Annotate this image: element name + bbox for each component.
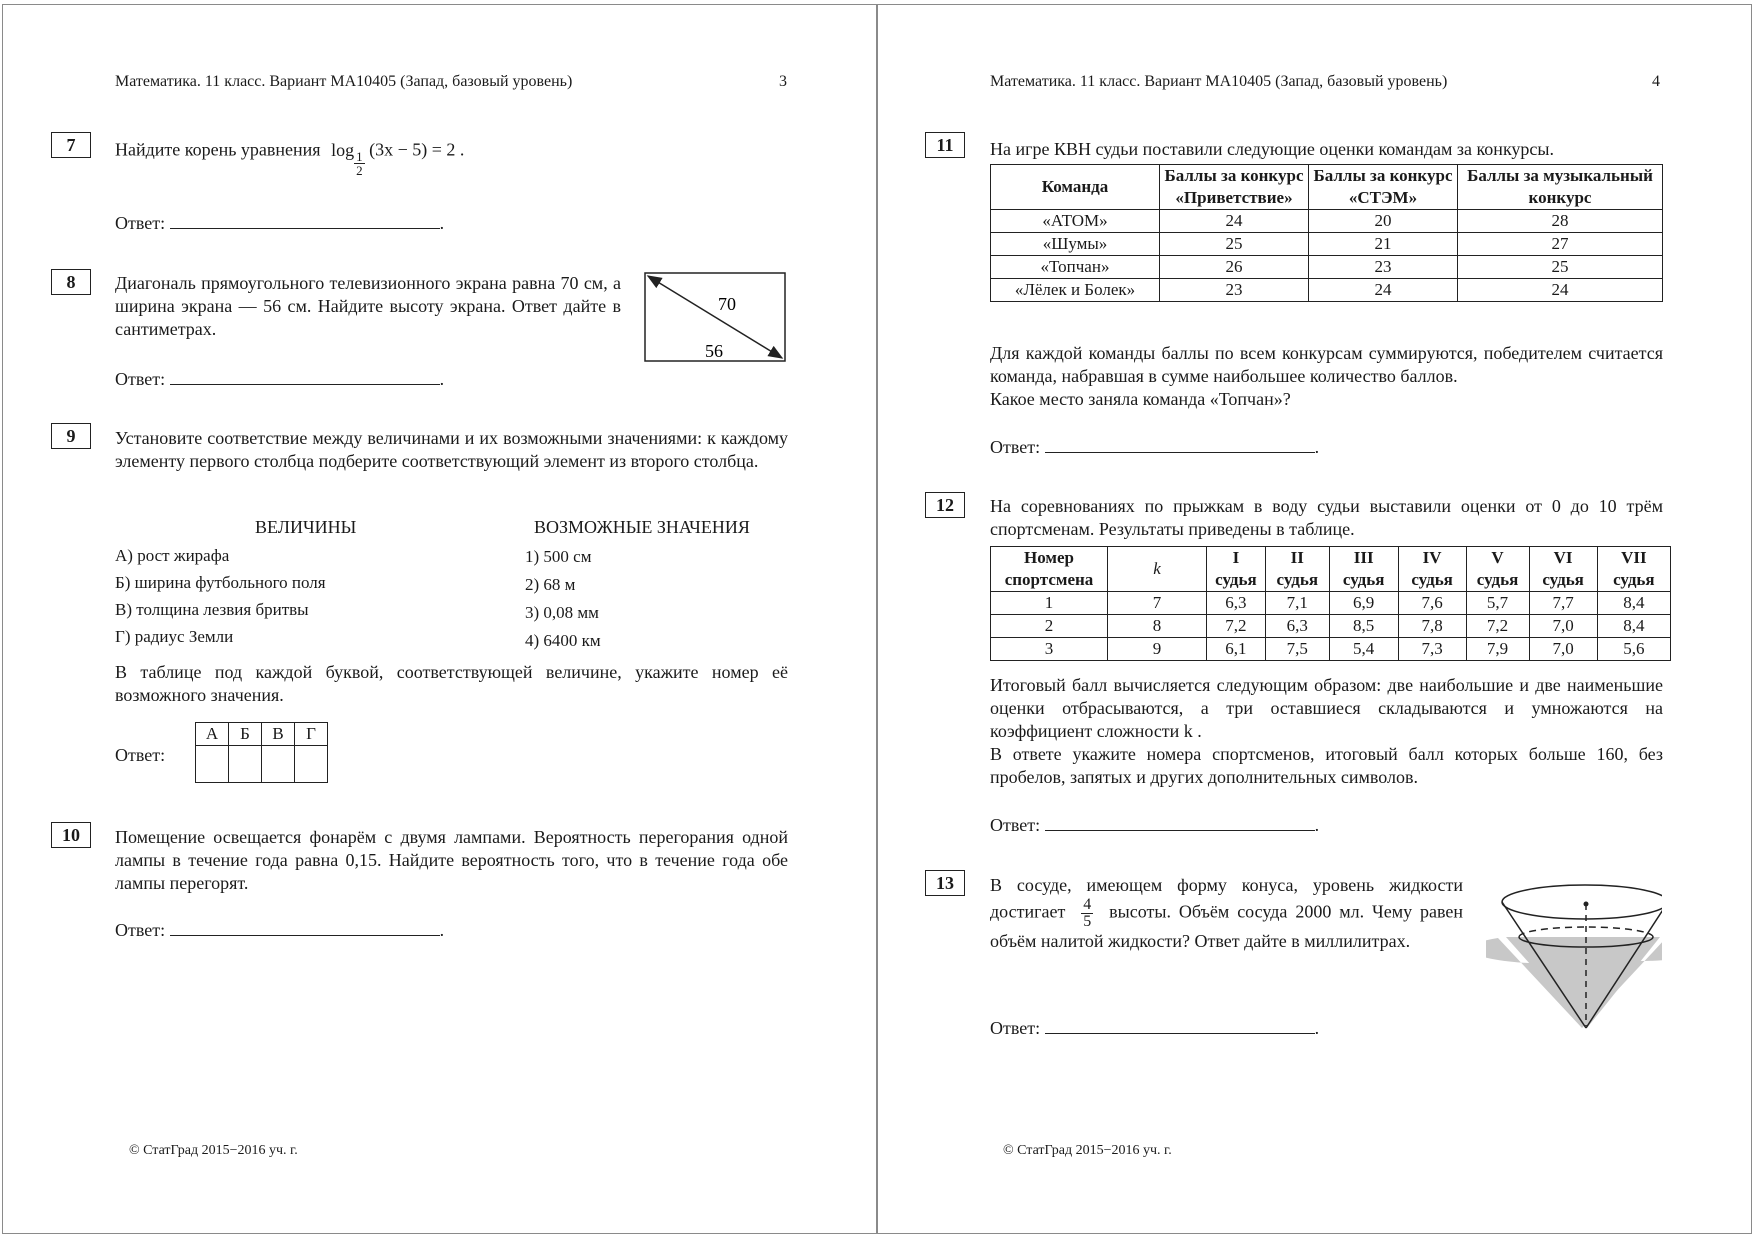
table-cell: 7,1 (1265, 592, 1329, 615)
fraction-denominator: 5 (1083, 913, 1092, 930)
table-row (991, 233, 1663, 256)
cone-center-point (1584, 902, 1589, 907)
fraction (1081, 897, 1093, 930)
table-cell: 7,9 (1466, 638, 1529, 661)
table-header: Баллы за конкурс «СТЭМ» (1309, 165, 1458, 210)
question-12-after-text: Итоговый балл вычисляется следующим образом: две наибольшие и две наименьшие оценки отбрасываются, а три оставшиеся складываются и умножаются на коэффициент сложности k . (990, 675, 1663, 741)
answer-cell[interactable] (229, 746, 262, 783)
question-7-prompt: Найдите корень уравнения (115, 139, 321, 160)
table-header-row (991, 547, 1671, 592)
table-cell: «Топчан» (991, 256, 1160, 279)
log-base-denominator: 2 (356, 163, 363, 178)
answer-10: Ответ: . (115, 920, 445, 940)
answer-line[interactable] (170, 370, 440, 385)
table-cell: 8,5 (1329, 615, 1398, 638)
table-cell: 6,1 (1207, 638, 1266, 661)
answer-label: Ответ: (115, 213, 166, 233)
page-footer: © СтатГрад 2015−2016 уч. г. (129, 1143, 298, 1158)
table-cell: 8,4 (1597, 615, 1670, 638)
table-cell: 7,0 (1529, 638, 1597, 661)
question-number-12: 12 (925, 492, 965, 518)
log-symbol: log (331, 139, 355, 160)
table-header: Номер спортсмена (991, 547, 1108, 592)
answer-cell[interactable] (295, 746, 328, 783)
question-7-text (115, 138, 465, 178)
question-13-text (990, 874, 1463, 953)
table-header: IV судья (1398, 547, 1466, 592)
page-number: 3 (779, 73, 787, 90)
table-cell: 21 (1309, 233, 1458, 256)
table-cell: 7,5 (1265, 638, 1329, 661)
table-cell: 7,8 (1398, 615, 1466, 638)
answer-9-table (195, 722, 328, 783)
question-number-9: 9 (51, 423, 91, 449)
table-cell: 7,7 (1529, 592, 1597, 615)
question-number-7: 7 (51, 132, 91, 158)
table-header: Баллы за конкурс «Приветствие» (1160, 165, 1309, 210)
answer-cell[interactable] (196, 746, 229, 783)
table-cell: 2 (991, 615, 1108, 638)
question-number-13: 13 (925, 870, 965, 896)
question-9-instruction: В таблице под каждой буквой, соответствующей величине, укажите номер её возможного значения. (115, 662, 788, 705)
question-11-after-text: Для каждой команды баллы по всем конкурсам суммируются, победителем считается команда, набравшая в сумме наибольшее количество баллов. (990, 343, 1663, 386)
answer-label: Ответ: (990, 1018, 1041, 1038)
table-header-row (991, 165, 1663, 210)
table-cell: 27 (1458, 233, 1663, 256)
table-cell: 8,4 (1597, 592, 1670, 615)
table-cell: 26 (1160, 256, 1309, 279)
page-left (2, 4, 877, 1234)
cone-diagram (1486, 880, 1662, 1035)
table-header: VII судья (1597, 547, 1670, 592)
screen-diagram (643, 269, 789, 365)
answer-7: Ответ: . (115, 213, 445, 233)
kvn-table (990, 164, 1663, 302)
answer-label: Ответ: (990, 437, 1041, 457)
table-cell: 5,4 (1329, 638, 1398, 661)
value-item: 3) 0,08 мм (525, 603, 599, 622)
table-row (991, 638, 1671, 661)
table-header: V судья (1466, 547, 1529, 592)
quantities-title: ВЕЛИЧИНЫ (255, 517, 357, 537)
question-11-text: На игре КВН судьи поставили следующие оценки командам за конкурсы. (990, 139, 1555, 159)
answer-letter: В (262, 723, 295, 746)
diving-table (990, 546, 1671, 661)
answer-letters-row (196, 723, 328, 746)
answer-line[interactable] (1045, 816, 1315, 831)
answer-8: Ответ: . (115, 369, 445, 389)
table-header: Баллы за музыкальный конкурс (1458, 165, 1663, 210)
answer-13: Ответ: . (990, 1018, 1320, 1038)
table-cell: 3 (991, 638, 1108, 661)
table-cell: 20 (1309, 210, 1458, 233)
answer-line[interactable] (170, 214, 440, 229)
answer-9-label: Ответ: (115, 745, 166, 765)
log-expression: (3x − 5) = 2 . (369, 139, 465, 160)
quantity-item: А) рост жирафа (115, 546, 230, 565)
table-cell: 7,3 (1398, 638, 1466, 661)
table-cell: 24 (1458, 279, 1663, 302)
quantity-item: Б) ширина футбольного поля (115, 573, 326, 592)
log-base-numerator: 1 (356, 149, 363, 164)
quantity-item: Г) радиус Земли (115, 627, 234, 646)
table-cell: 23 (1160, 279, 1309, 302)
question-11-question: Какое место заняла команда «Топчан»? (990, 389, 1291, 409)
quantity-item: В) толщина лезвия бритвы (115, 600, 309, 619)
answer-12: Ответ: . (990, 815, 1320, 835)
table-cell: 23 (1309, 256, 1458, 279)
page-number: 4 (1652, 73, 1660, 90)
table-row (991, 279, 1663, 302)
answer-label: Ответ: (990, 815, 1041, 835)
cone-rim (1502, 885, 1662, 919)
value-item: 2) 68 м (525, 575, 576, 594)
question-12-instruction: В ответе укажите номера спортсменов, итоговый балл которых больше 160, без пробелов, запятых и других дополнительных символов. (990, 744, 1663, 787)
table-header: I судья (1207, 547, 1266, 592)
table-cell: 28 (1458, 210, 1663, 233)
answer-label: Ответ: (115, 920, 166, 940)
table-cell: 7,2 (1466, 615, 1529, 638)
question-10-text: Помещение освещается фонарём с двумя лампами. Вероятность перегорания одной лампы в течение года равна 0,15. Найдите вероятность того, что в течение года обе лампы перегорят. (115, 827, 788, 893)
question-8-text: Диагональ прямоугольного телевизионного экрана равна 70 см, а ширина экрана — 56 см. Найдите высоту экрана. Ответ дайте в сантиметрах. (115, 273, 621, 339)
answer-letter: Г (295, 723, 328, 746)
value-item: 1) 500 см (525, 547, 592, 566)
table-cell: 5,7 (1466, 592, 1529, 615)
table-cell: 7,6 (1398, 592, 1466, 615)
quantities-list (115, 544, 326, 652)
answer-line[interactable] (1045, 438, 1315, 453)
table-cell: 24 (1160, 210, 1309, 233)
values-title: ВОЗМОЖНЫЕ ЗНАЧЕНИЯ (534, 517, 750, 537)
table-cell: «АТОМ» (991, 210, 1160, 233)
table-cell: 1 (991, 592, 1108, 615)
table-header: II судья (1265, 547, 1329, 592)
value-item: 4) 6400 км (525, 631, 601, 650)
table-cell: 7 (1108, 592, 1207, 615)
question-13-text-after: высоты. Объём сосуда 2000 мл. Чему равен объём налитой жидкости? Ответ дайте в миллилитрах. (990, 901, 1464, 951)
answer-label: Ответ: (115, 369, 166, 389)
page-footer: © СтатГрад 2015−2016 уч. г. (1003, 1143, 1172, 1158)
question-number-11: 11 (925, 132, 965, 158)
table-header: k (1108, 547, 1207, 592)
question-12-text: На соревнованиях по прыжкам в воду судьи выставили оценки от 0 до 10 трём спортсменам. Результаты приведены в таблице. (990, 496, 1663, 539)
table-cell: 8 (1108, 615, 1207, 638)
log-base (354, 150, 365, 177)
table-cell: 6,3 (1207, 592, 1266, 615)
table-cell: 7,2 (1207, 615, 1266, 638)
table-cell: 6,3 (1265, 615, 1329, 638)
question-number-10: 10 (51, 822, 91, 848)
table-cell: 5,6 (1597, 638, 1670, 661)
table-header: VI судья (1529, 547, 1597, 592)
answer-letter: Б (229, 723, 262, 746)
table-row (991, 210, 1663, 233)
page-header: Математика. 11 класс. Вариант МА10405 (Запад, базовый уровень) (115, 73, 573, 90)
values-list (525, 545, 601, 657)
answer-cells-row (196, 746, 328, 783)
table-cell: 25 (1160, 233, 1309, 256)
answer-letter: А (196, 723, 229, 746)
table-cell: «Лёлек и Болек» (991, 279, 1160, 302)
table-row (991, 256, 1663, 279)
table-cell: 6,9 (1329, 592, 1398, 615)
diagonal-label: 70 (718, 294, 736, 314)
page-header: Математика. 11 класс. Вариант МА10405 (Запад, базовый уровень) (990, 73, 1448, 90)
answer-line[interactable] (170, 921, 440, 936)
table-cell: 24 (1309, 279, 1458, 302)
answer-11: Ответ: . (990, 437, 1320, 457)
table-cell: 25 (1458, 256, 1663, 279)
table-cell: «Шумы» (991, 233, 1160, 256)
table-header: III судья (1329, 547, 1398, 592)
table-cell: 9 (1108, 638, 1207, 661)
table-cell: 7,0 (1529, 615, 1597, 638)
table-row (991, 592, 1671, 615)
page-right (877, 4, 1752, 1234)
width-label: 56 (705, 341, 723, 361)
answer-cell[interactable] (262, 746, 295, 783)
table-header: Команда (991, 165, 1160, 210)
question-9-text: Установите соответствие между величинами и их возможными значениями: к каждому элементу первого столбца подберите соответствующий элемент из второго столбца. (115, 428, 788, 471)
fraction-numerator: 4 (1083, 896, 1092, 913)
question-13-text-before: В сосуде, имеющем форму конуса, уровень жидкости достигает (990, 875, 1463, 922)
question-number-8: 8 (51, 269, 91, 295)
answer-line[interactable] (1045, 1019, 1315, 1034)
table-row (991, 615, 1671, 638)
